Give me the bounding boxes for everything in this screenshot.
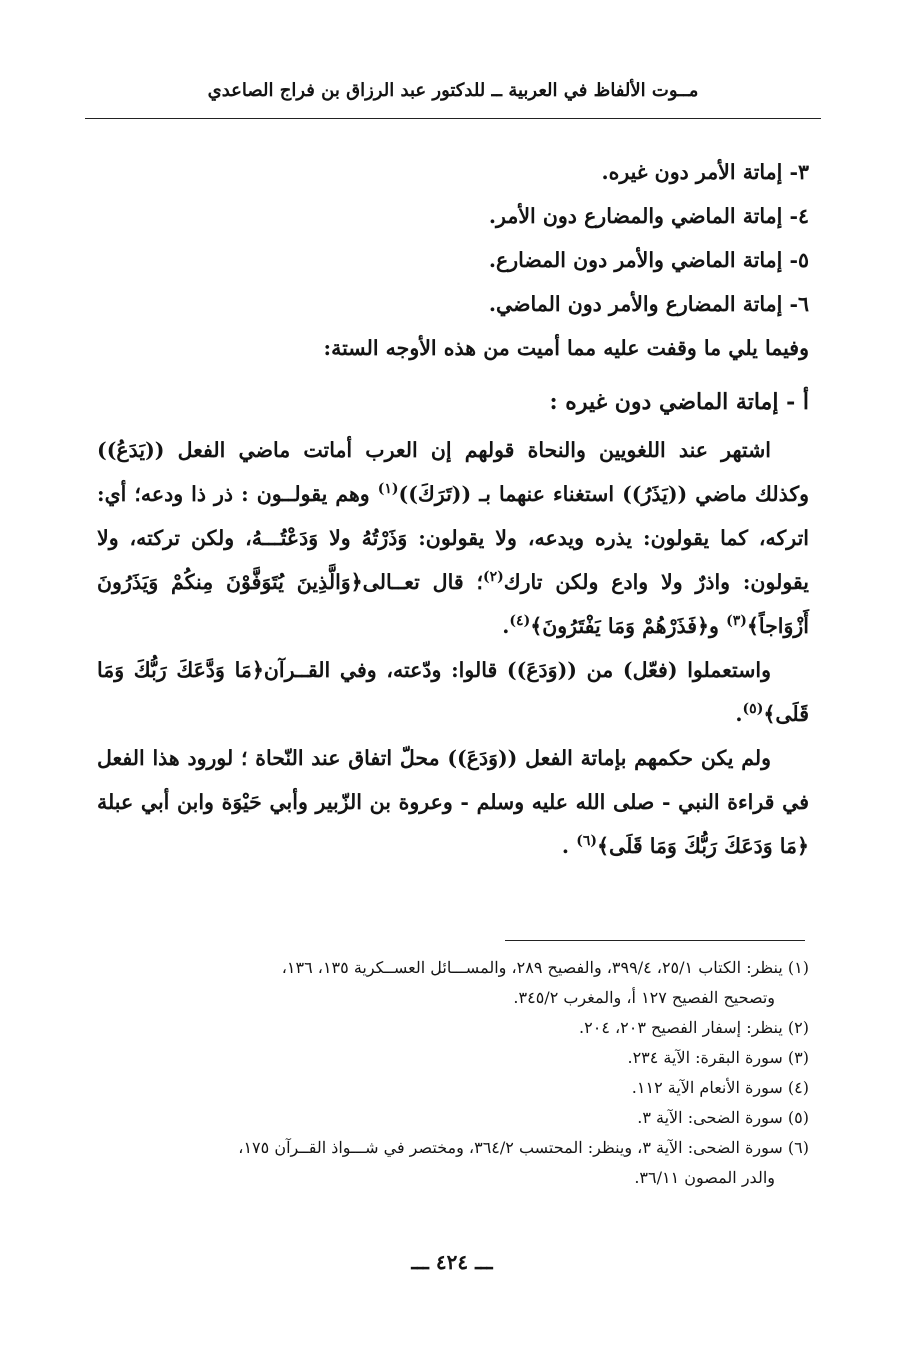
footnote-ref-4: (٤) [509, 613, 531, 630]
intro-sentence: وفيما يلي ما وقفت عليه مما أميت من هذه الأوجه الستة: [323, 336, 809, 360]
paragraph-3-part-1: ولم يكن حكمهم بإماتة الفعل ((وَدَعَ)) محلّ اتفاق عند النّحاة ؛ لورود هذا الفعل في قراءة النبي - صلى الله عليه وسلم - وعروة بن الزّبير وأبي حَيْوَة وابن أبي عبلة ﴿مَا وَدَعَكَ رَبُّكَ وَمَا قَلَى﴾ [97, 746, 809, 858]
footnote-ref-5: (٥) [742, 701, 764, 718]
paragraph-2 [97, 648, 809, 736]
footnotes [97, 953, 809, 1193]
paragraph-1-part-1: اشتهر عند اللغويين والنحاة قولهم إن العرب أماتت ماضي الفعل ((يَدَعُ)) وكذلك ماضي ((يَذَرُ)) استغناء عنهما بـ ((تَرَكَ)) [97, 438, 809, 506]
paragraph-2-part-1: واستعملوا (فعّل) من ((وَدَعَ)) قالوا: ودّعته، وفي القــرآن﴿مَا وَدَّعَكَ رَبُّكَ وَمَا قَلَى﴾ [97, 658, 809, 726]
footnote-1: (١) ينظر: الكتاب ٢٥/١، ٣٩٩/٤، والفصيح ٢٨٩، والمســـائل العســكرية ١٣٥، ١٣٦، [281, 958, 809, 977]
footnote-3: (٣) سورة البقرة: الآية ٢٣٤. [627, 1048, 809, 1067]
paragraph-1-part-5: . [502, 614, 510, 638]
paragraph-3-part-2: . [561, 834, 577, 858]
list-item-4: ٤- إماتة الماضي والمضارع دون الأمر. [488, 204, 809, 228]
list-item-3: ٣- إماتة الأمر دون غيره. [601, 160, 809, 184]
footnote-6-continued: والدر المصون ٣٦/١١. [634, 1168, 775, 1187]
header-divider [85, 118, 821, 119]
footnote-ref-1: (١) [377, 481, 399, 498]
footnote-ref-6: (٦) [576, 833, 597, 850]
paragraph-2-part-2: . [735, 702, 743, 726]
footnote-4: (٤) سورة الأنعام الآية ١١٢. [631, 1078, 809, 1097]
footnote-5: (٥) سورة الضحى: الآية ٣. [637, 1108, 809, 1127]
paragraph-1-part-2: وهم يقولــون : ذر ذا ودعه؛ أي: اتركه، كما يقولون: يذره ويدعه، ولا يقولون: وَذَرْتُهُ ولا وَدَعْتُـــهُ، ولكن تركته، ولا يقولون: واذرٌ ولا وادع ولكن تارك [97, 482, 809, 594]
list-item-6: ٦- إماتة المضارع والأمر دون الماضي. [488, 292, 809, 316]
paragraph-3 [97, 736, 809, 868]
running-header: مــوت الألفاظ في العربية ــ للدكتور عبد الرزاق بن فراج الصاعدي [207, 80, 699, 101]
paragraph-1-part-4: و﴿فَذَرْهُمْ وَمَا يَفْتَرُونَ﴾ [530, 614, 727, 638]
paragraph-1-part-3: ؛ قال تعــالى﴿وَالَّذِينَ يُتَوَفَّوْنَ مِنكُمْ وَيَذَرُونَ أَزْوَاجاً﴾ [97, 570, 809, 638]
footnote-ref-2: (٢) [482, 569, 504, 586]
footnote-divider [505, 940, 805, 941]
footnote-ref-3: (٣) [726, 613, 747, 630]
footnote-1-continued: وتصحيح الفصيح ١٢٧ أ، والمغرب ٣٤٥/٢. [513, 988, 775, 1007]
footnote-6: (٦) سورة الضحى: الآية ٣، وينظر: المحتسب ٣٦٤/٢، ومختصر في شـــواذ القــرآن ١٧٥، [238, 1138, 809, 1157]
section-heading: أ - إماتة الماضي دون غيره : [549, 389, 809, 415]
main-text [97, 150, 809, 868]
list-item-5: ٥- إماتة الماضي والأمر دون المضارع. [488, 248, 809, 272]
footnote-2: (٢) ينظر: إسفار الفصيح ٢٠٣، ٢٠٤. [579, 1018, 809, 1037]
paragraph-1 [97, 428, 809, 648]
page-number: ـــ ٤٢٤ ـــ [411, 1250, 493, 1274]
